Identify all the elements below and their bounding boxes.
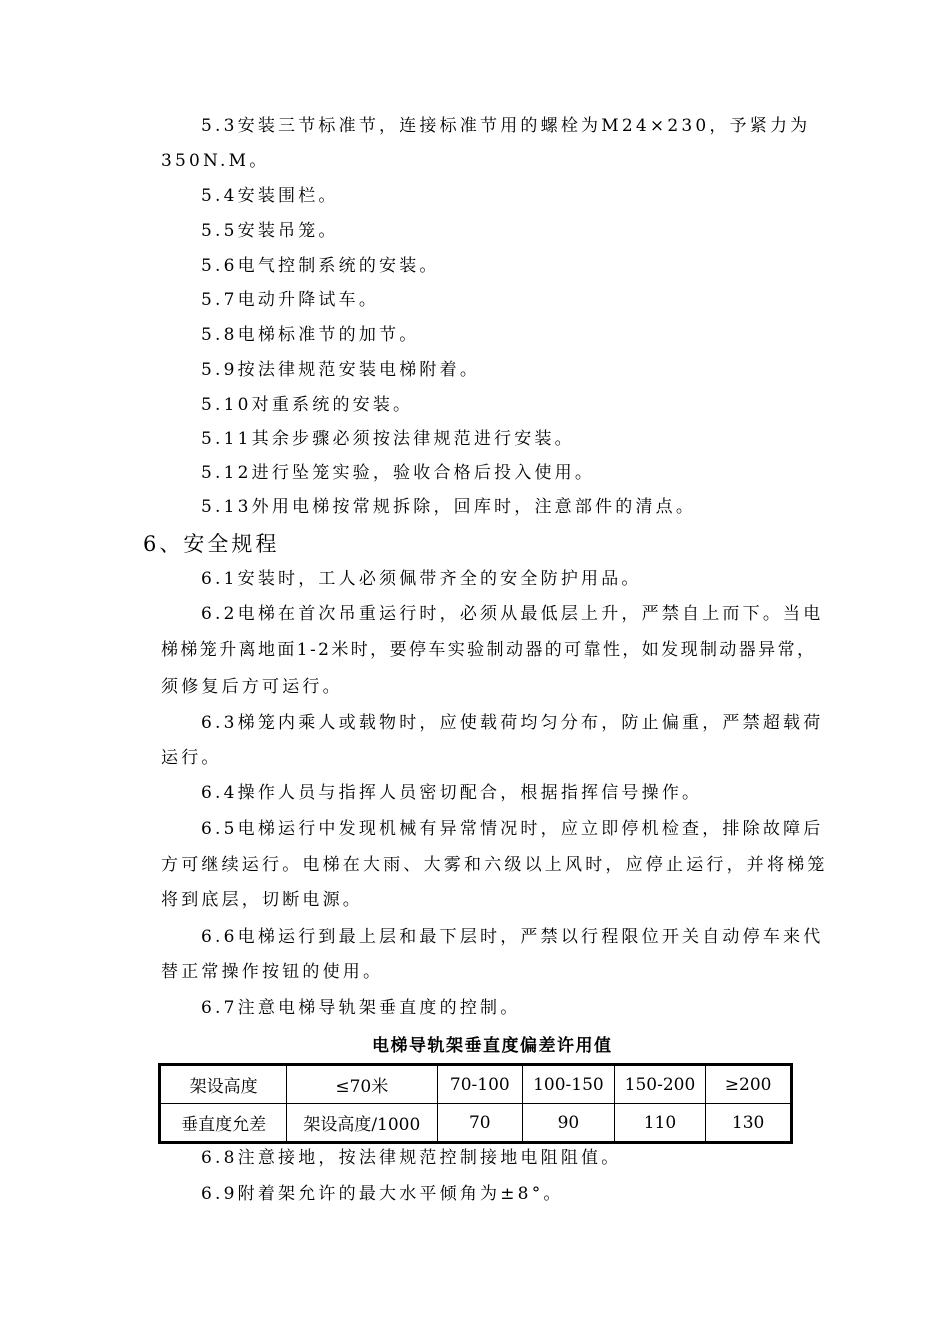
paragraph-6-5-cont-2: 将到底层，切断电源。 xyxy=(161,890,363,910)
table-cell: 垂直度允差 xyxy=(160,1104,287,1143)
table-cell: 110 xyxy=(614,1104,706,1143)
paragraph-6-1: 6.1安装时，工人必须佩带齐全的安全防护用品。 xyxy=(201,569,642,589)
paragraph-5-11: 5.11其余步骤必须按法律规范进行安装。 xyxy=(201,429,575,449)
paragraph-5-10: 5.10对重系统的安装。 xyxy=(201,395,414,415)
table-cell: 100-150 xyxy=(523,1065,615,1104)
table-cell: 架设高度/1000 xyxy=(287,1104,437,1143)
table-title: 电梯导轨架垂直度偏差许用值 xyxy=(372,1036,613,1056)
section-heading: 6、安全规程 xyxy=(143,532,280,556)
table-cell: 70-100 xyxy=(437,1065,523,1104)
paragraph-6-5-cont-1: 方可继续运行。电梯在大雨、大雾和六级以上风时，应停止运行，并将梯笼 xyxy=(161,855,828,875)
table-row xyxy=(160,1065,792,1104)
paragraph-6-9: 6.9附着架允许的最大水平倾角为±8°。 xyxy=(201,1184,564,1204)
paragraph-5-7: 5.7电动升降试车。 xyxy=(201,290,380,310)
paragraph-6-2-cont-1: 梯梯笼升离地面1-2米时，要停车实验制动器的可靠性，如发现制动器异常， xyxy=(161,640,817,660)
table-cell: 150-200 xyxy=(614,1065,706,1104)
paragraph-5-6: 5.6电气控制系统的安装。 xyxy=(201,256,440,276)
paragraph-5-5: 5.5安装吊笼。 xyxy=(201,221,339,241)
verticality-table xyxy=(158,1063,793,1144)
table-row xyxy=(160,1104,792,1143)
paragraph-5-3: 5.3安装三节标准节，连接标准节用的螺栓为M24×230，予紧力为 xyxy=(201,116,811,136)
table-cell: 90 xyxy=(523,1104,615,1143)
table-cell: 130 xyxy=(706,1104,792,1143)
table-cell: 架设高度 xyxy=(160,1065,287,1104)
table-cell: 70 xyxy=(437,1104,523,1143)
paragraph-6-6: 6.6电梯运行到最上层和最下层时，严禁以行程限位开关自动停车来代 xyxy=(201,927,824,947)
paragraph-6-3: 6.3梯笼内乘人或载物时，应使载荷均匀分布，防止偏重，严禁超载荷 xyxy=(201,713,824,733)
paragraph-5-4: 5.4安装围栏。 xyxy=(201,186,339,206)
paragraph-5-3-cont: 350N.M。 xyxy=(161,151,270,171)
paragraph-6-3-cont: 运行。 xyxy=(161,748,222,768)
paragraph-6-6-cont: 替正常操作按钮的使用。 xyxy=(161,962,384,982)
paragraph-5-8: 5.8电梯标准节的加节。 xyxy=(201,325,420,345)
paragraph-6-2-cont-2: 须修复后方可运行。 xyxy=(161,677,343,697)
paragraph-6-4: 6.4操作人员与指挥人员密切配合，根据指挥信号操作。 xyxy=(201,783,703,803)
paragraph-6-8: 6.8注意接地，按法律规范控制接地电阻阻值。 xyxy=(201,1148,622,1168)
table-cell: ≥200 xyxy=(706,1065,792,1104)
paragraph-6-5: 6.5电梯运行中发现机械有异常情况时，应立即停机检查，排除故障后 xyxy=(201,819,824,839)
paragraph-5-13: 5.13外用电梯按常规拆除，回库时，注意部件的清点。 xyxy=(201,497,697,517)
paragraph-5-12: 5.12进行坠笼实验，验收合格后投入使用。 xyxy=(201,463,596,483)
paragraph-6-7: 6.7注意电梯导轨架垂直度的控制。 xyxy=(201,998,521,1018)
table-cell: ≤70米 xyxy=(287,1065,437,1104)
paragraph-6-2: 6.2电梯在首次吊重运行时，必须从最低层上升，严禁自上而下。当电 xyxy=(201,604,824,624)
paragraph-5-9: 5.9按法律规范安装电梯附着。 xyxy=(201,360,481,380)
